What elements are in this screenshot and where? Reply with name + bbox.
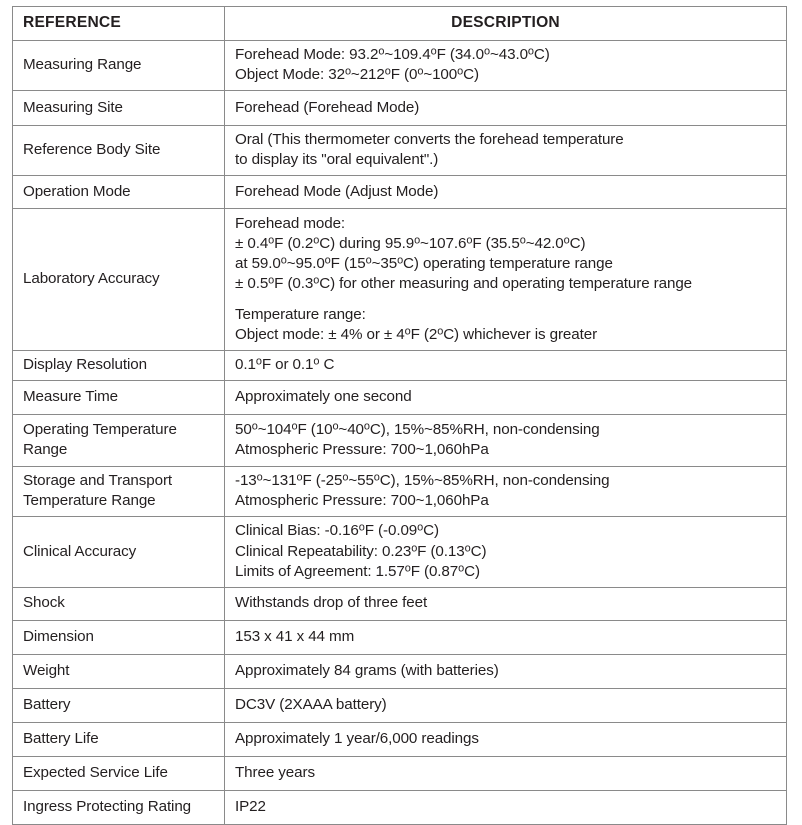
reference-line: Laboratory Accuracy — [23, 270, 160, 288]
description-line — [235, 294, 776, 305]
table-row — [13, 41, 787, 91]
table-row — [13, 126, 787, 176]
description-cell — [225, 756, 787, 790]
description-line: Clinical Repeatability: 0.23$^o$F (0.13$^o$C) — [235, 541, 487, 560]
degree-symbol: o — [280, 254, 287, 267]
table-row — [13, 209, 787, 351]
reference-line: Temperature Range — [23, 492, 156, 510]
reference-cell — [13, 176, 225, 209]
degree-symbol: o — [404, 325, 411, 338]
description-line: Approximately 84 grams (with batteries) — [235, 661, 499, 679]
degree-symbol: o — [417, 521, 424, 534]
description-cell — [225, 126, 787, 176]
degree-symbol: o — [313, 274, 320, 287]
reference-line: Expected Service Life — [23, 763, 168, 781]
degree-symbol: o — [417, 65, 424, 78]
description-line: Forehead (Forehead Mode) — [235, 98, 420, 116]
table-row — [13, 381, 787, 415]
reference-line: Operating Temperature — [23, 421, 177, 439]
description-cell — [225, 790, 787, 824]
reference-line: Measuring Range — [23, 56, 142, 74]
description-cell — [225, 722, 787, 756]
description-cell — [225, 587, 787, 620]
description-cell — [225, 351, 787, 381]
reference-cell — [13, 209, 225, 351]
description-line: Withstands drop of three feet — [235, 594, 428, 612]
reference-cell — [13, 91, 225, 126]
description-line: Forehead mode: — [235, 214, 346, 232]
description-line: -13$^o$~131$^o$F (-25$^o$~55$^o$C), 15%~85%RH, non-condensing — [235, 471, 610, 490]
column-header-reference: REFERENCE — [13, 7, 225, 41]
description-line: Approximately 1 year/6,000 readings — [235, 729, 479, 747]
table-row — [13, 756, 787, 790]
description-cell — [225, 688, 787, 722]
table-row — [13, 790, 787, 824]
degree-symbol: o — [563, 234, 570, 247]
reference-line: Measuring Site — [23, 98, 123, 116]
degree-symbol: o — [484, 45, 490, 58]
description-line: Object Mode: 32$^o$~212$^o$F (0$^o$~100$^o$C) — [235, 65, 479, 84]
description-line: Atmospheric Pressure: 700~1,060hPa — [235, 492, 489, 510]
description-line: ± $0.5^oF$ (0.3$^o$C) for other measuring and operating temperature range — [235, 274, 693, 292]
table-row — [13, 517, 787, 587]
description-line: Approximately one second — [235, 388, 412, 406]
degree-symbol: o — [466, 234, 473, 247]
description-cell — [225, 91, 787, 126]
degree-symbol: o — [457, 65, 464, 78]
degree-symbol: o — [363, 420, 370, 433]
description-line: 50$^o$~104$^o$F (10$^o$~40$^o$C), 15%~85%RH, non-condensing — [235, 420, 600, 439]
reference-line: Battery — [23, 695, 71, 713]
table-row — [13, 654, 787, 688]
degree-symbol: o — [464, 541, 471, 554]
degree-symbol: o — [404, 561, 411, 574]
reference-line: Operation Mode — [23, 182, 131, 200]
table-row — [13, 722, 787, 756]
table-header — [13, 7, 787, 41]
reference-line: Storage and Transport — [23, 472, 173, 490]
description-line: Object mode: ± 4% or ± $4^oF$ (2$^o$C) whichever is greater — [235, 325, 598, 343]
degree-symbol: o — [344, 65, 351, 78]
degree-symbol: o — [411, 541, 418, 554]
reference-cell — [13, 41, 225, 91]
description-cell — [225, 381, 787, 415]
degree-symbol: o — [384, 65, 391, 78]
reference-line: Dimension — [23, 627, 94, 645]
degree-symbol: o — [437, 325, 444, 338]
description-line: Clinical Bias: -0.16$^o$F (-0.09$^o$C) — [235, 521, 439, 540]
degree-symbol: o — [324, 254, 331, 267]
degree-symbol: o — [519, 234, 526, 247]
description-line: ± $0.4^oF$ (0.2$^o$C) during 95.9$^o$~107.6$^o$F (35.5$^o$~42.0$^o$C) — [235, 234, 586, 252]
specifications-table — [12, 6, 787, 825]
table-row — [13, 620, 787, 654]
reference-line: Reference Body Site — [23, 141, 161, 159]
reference-line: Range — [23, 441, 68, 459]
reference-cell — [13, 126, 225, 176]
degree-symbol: o — [397, 254, 404, 267]
degree-symbol: o — [378, 45, 385, 58]
table-row — [13, 587, 787, 620]
description-line: to display its "oral equivalent".) — [235, 151, 439, 169]
degree-symbol: o — [255, 355, 262, 368]
reference-cell — [13, 415, 225, 467]
reference-line: Weight — [23, 661, 70, 679]
reference-line: Battery Life — [23, 729, 99, 747]
reference-cell — [13, 381, 225, 415]
description-cell — [225, 517, 787, 587]
reference-line: Display Resolution — [23, 356, 147, 374]
reference-cell — [13, 790, 225, 824]
degree-symbol: o — [313, 355, 320, 368]
reference-line: Clinical Accuracy — [23, 542, 137, 560]
reference-cell — [13, 517, 225, 587]
table-row — [13, 176, 787, 209]
description-line: Forehead Mode: 93.2$^o$~109.4$^o$F (34.0$^o$~43.0$^o$C) — [235, 45, 550, 63]
description-line: Three years — [235, 763, 315, 781]
column-header-description: DESCRIPTION — [225, 7, 787, 41]
description-cell — [225, 620, 787, 654]
degree-symbol: o — [414, 234, 421, 247]
reference-line: Measure Time — [23, 388, 119, 406]
degree-symbol: o — [332, 420, 339, 433]
table-row — [13, 351, 787, 381]
description-line: Temperature range: — [235, 305, 366, 323]
degree-symbol: o — [296, 471, 303, 484]
description-line: Atmospheric Pressure: 700~1,060hPa — [235, 441, 489, 459]
reference-cell — [13, 620, 225, 654]
degree-symbol: o — [430, 45, 437, 58]
table-row — [13, 415, 787, 467]
description-line: IP22 — [235, 797, 266, 815]
degree-symbol: o — [268, 234, 275, 247]
description-cell — [225, 467, 787, 517]
degree-symbol: o — [251, 420, 258, 433]
degree-symbol: o — [365, 254, 372, 267]
description-line: Limits of Agreement: 1.57$^o$F (0.87$^o$C) — [235, 561, 480, 580]
degree-symbol: o — [358, 521, 365, 534]
description-cell — [225, 415, 787, 467]
description-cell — [225, 176, 787, 209]
reference-cell — [13, 351, 225, 381]
table-header-row — [13, 7, 787, 41]
reference-cell — [13, 722, 225, 756]
degree-symbol: o — [291, 420, 298, 433]
reference-cell — [13, 467, 225, 517]
reference-line: Shock — [23, 594, 65, 612]
degree-symbol: o — [268, 274, 275, 287]
degree-symbol: o — [373, 471, 380, 484]
table-row — [13, 688, 787, 722]
description-line: 0.1$^o$F or 0.1$^o$ C — [235, 355, 335, 374]
description-line: Forehead Mode (Adjust Mode) — [235, 182, 439, 200]
description-cell — [225, 654, 787, 688]
description-line: DC3V (2XAAA battery) — [235, 695, 387, 713]
description-line: at 59.0$^o$~95.0$^o$F (15$^o$~35$^o$C) operating temperature range — [235, 254, 613, 272]
reference-cell — [13, 688, 225, 722]
reference-line: Ingress Protecting Rating — [23, 797, 192, 815]
description-line: Oral (This thermometer converts the forehead temperature — [235, 131, 624, 149]
description-line: 153 x 41 x 44 mm — [235, 627, 355, 645]
reference-cell — [13, 654, 225, 688]
table-row — [13, 467, 787, 517]
degree-symbol: o — [313, 234, 320, 247]
degree-symbol: o — [256, 471, 263, 484]
degree-symbol: o — [342, 471, 349, 484]
reference-cell — [13, 587, 225, 620]
table-body — [13, 41, 787, 825]
reference-cell — [13, 756, 225, 790]
degree-symbol: o — [527, 45, 534, 58]
table-row — [13, 91, 787, 126]
description-cell — [225, 209, 787, 351]
description-cell — [225, 41, 787, 91]
degree-symbol: o — [458, 561, 465, 574]
